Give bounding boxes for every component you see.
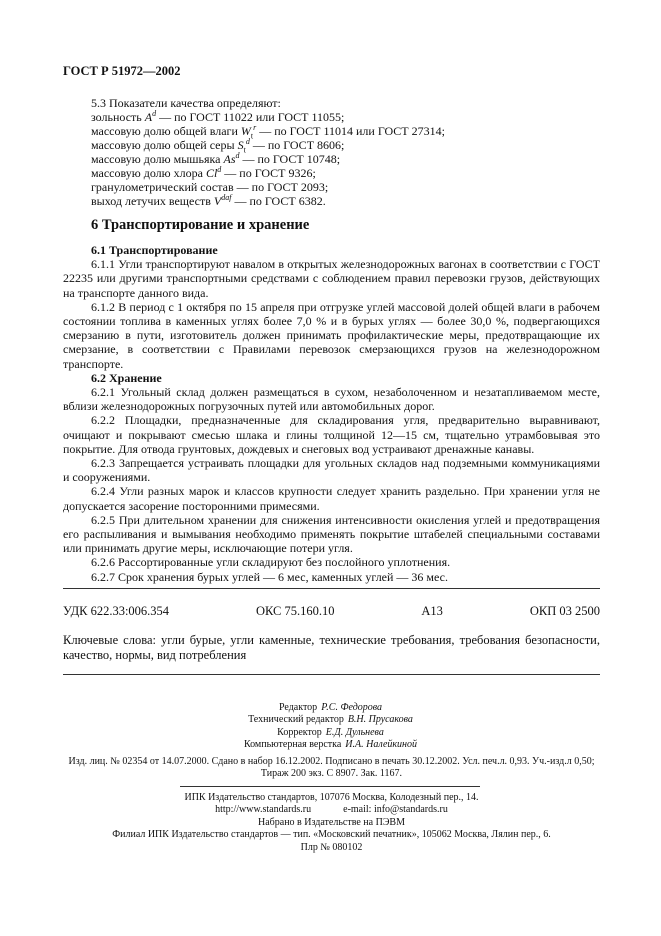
quality-symbol: S — [237, 138, 244, 152]
para-6-2-5: 6.2.5 При длительном хранении для снижения интенсивности окисления углей и предотвращения его распыливания и вымывания необходимо применять покрытие штабелей специальными составами или принимать другие меры, исключающие потери угля. — [63, 512, 600, 556]
oks-code: ОКС 75.160.10 — [255, 604, 335, 618]
credit-row — [0, 727, 661, 739]
publisher-email-link[interactable]: e-mail: info@standards.ru — [343, 804, 448, 816]
quality-symbol: W — [240, 124, 251, 138]
quality-symbol: Cl — [205, 166, 218, 180]
divider-bottom — [63, 674, 600, 675]
credit-role: Компьютерная верстка — [243, 739, 342, 751]
section-body — [63, 243, 600, 584]
para-6-1-2: 6.1.2 В период с 1 октября по 15 апреля при отгрузке углей массовой долей общей влаги в рабочем состоянии топлива в каменных углях более 7,0 % и в бурых углях — более 30,0 %, подвергающихся смерзанию в пути, изготовитель должен принимать профилактические меры, предотвращающие их смерзание, в соответствии с Правилами перевозок смерзающихся грузов на железнодорожном транспорте. — [63, 299, 600, 371]
credit-row — [0, 702, 661, 714]
quality-items — [91, 110, 611, 208]
publisher-website-link[interactable]: http://www.standards.ru — [215, 804, 312, 816]
section-title: 6 Транспортирование и хранение — [91, 217, 310, 233]
credit-role: Редактор — [278, 702, 318, 713]
para-6-2-4: 6.2.4 Угли разных марок и классов крупности следует хранить раздельно. При хранении угля не допускается засорение посторонними примесями. — [63, 484, 600, 513]
license-info — [63, 756, 600, 781]
credit-name: В.Н. Прусакова — [347, 714, 413, 726]
quality-symbol: A — [144, 110, 153, 124]
para-6-1-1: 6.1.1 Угли транспортируют навалом в открытых железнодорожных вагонах в соответствии с ГОСТ 22235 или другими транспортными средствами с соблюдением правил перевозки грузов, действующих на транспорте данного вида. — [63, 257, 600, 300]
subsection-transport: 6.1 Транспортирование — [91, 243, 218, 257]
subsection-storage: 6.2 Хранение — [91, 370, 162, 385]
credit-row — [0, 714, 661, 726]
classification-row — [63, 604, 600, 619]
quality-item: массовую долю хлора Cl$^d$ — по ГОСТ 9326; — [91, 165, 316, 180]
document-code: ГОСТ Р 51972—2002 — [63, 64, 181, 78]
publisher-info — [63, 792, 600, 854]
publisher-plr: Плр № 080102 — [300, 841, 363, 853]
credit-role: Корректор — [277, 726, 322, 738]
quality-item: гранулометрический состав — по ГОСТ 2093; — [91, 180, 329, 194]
publisher-printing: Филиал ИПК Издательство стандартов — тип. «Московский печатник», 105062 Москва, Лялин пер., 6. — [112, 829, 551, 841]
publisher-address: ИПК Издательство стандартов, 107076 Москва, Колодезный пер., 14. — [184, 792, 479, 803]
okp-code: ОКП 03 2500 — [529, 604, 600, 618]
credit-role: Технический редактор — [248, 714, 344, 726]
credit-name: Р.С. Федорова — [321, 702, 383, 713]
credit-row — [0, 739, 661, 751]
quality-intro: 5.3 Показатели качества определяют: — [91, 96, 281, 110]
udk-code: УДК 622.33:006.354 — [63, 604, 170, 618]
publisher-contacts — [63, 804, 600, 816]
quality-symbol: V — [213, 194, 222, 208]
quality-indicators — [91, 96, 611, 208]
quality-item: массовую долю мышьяка As$^d$ — по ГОСТ 10748; — [91, 151, 341, 166]
publisher-typeset: Набрано в Издательстве на ПЭВМ — [258, 816, 405, 828]
keywords: Ключевые слова: угли бурые, угли каменные, технические требования, требования безопасности, качество, нормы, вид потребления — [63, 633, 600, 662]
quality-item: массовую долю общей влаги $W_t^r$ — по ГОСТ 11014 или ГОСТ 27314; — [91, 123, 445, 141]
a-code: А13 — [421, 604, 443, 618]
quality-item: зольность $A^d$ — по ГОСТ 11022 или ГОСТ 11055; — [91, 109, 345, 124]
para-6-2-1: 6.2.1 Угольный склад должен размещаться в сухом, незаболоченном и незатапливаемом месте, вблизи железнодорожных погрузочных путей или автомобильных дорог. — [63, 385, 600, 414]
divider-publisher — [180, 786, 480, 787]
license-line-1: Изд. лиц. № 02354 от 14.07.2000. Сдано в набор 16.12.2002. Подписано в печать 30.12.2002. Усл. печ.л. 0,93. Уч.-изд.л 0,50; — [68, 756, 595, 767]
para-6-2-6: 6.2.6 Рассортированные угли складируют без послойного уплотнения. — [91, 555, 451, 570]
para-6-2-2: 6.2.2 Площадки, предназначенные для складирования угля, предварительно выравнивают, очищают и покрывают смесью шлака и глины толщиной 12—15 см, тщательно утрамбовывая это покрытие. Для отвода грунтовых, дождевых и снеговых вод устраивают дренажные канавы. — [63, 413, 600, 456]
credits — [0, 702, 661, 752]
license-line-2: Тираж 200 экз. С 8907. Зак. 1167. — [260, 768, 403, 780]
divider-top — [63, 588, 600, 589]
quality-symbol: As — [223, 152, 236, 166]
quality-item: выход летучих веществ $V^{daf}$ — по ГОСТ 6382. — [91, 193, 326, 208]
credit-name: Е.Д. Дульнева — [325, 726, 384, 738]
para-6-2-7: 6.2.7 Срок хранения бурых углей — 6 мес, каменных углей — 36 мес. — [91, 569, 448, 584]
quality-item: массовую долю общей серы $S_t^d$ — по ГОСТ 8606; — [91, 137, 345, 155]
credit-name: И.А. Налейкиной — [345, 739, 418, 751]
para-6-2-3: 6.2.3 Запрещается устраивать площадки для угольных складов над подземными коммуникациями и сооружениями. — [63, 456, 600, 485]
